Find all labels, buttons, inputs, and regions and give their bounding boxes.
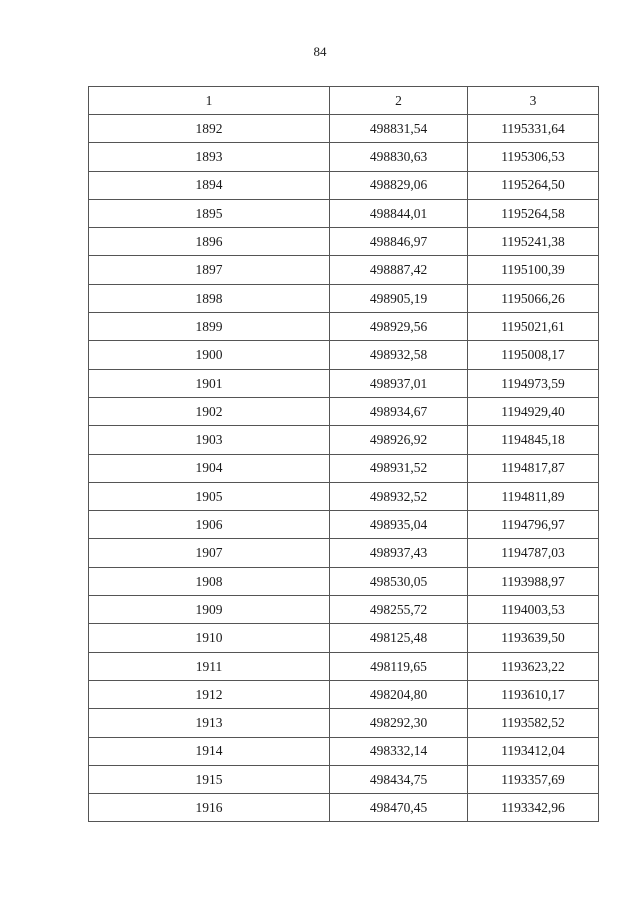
table-row — [89, 680, 599, 708]
point-number-cell: 1901 — [89, 369, 330, 397]
point-number-cell: 1911 — [89, 652, 330, 680]
point-number-cell: 1913 — [89, 709, 330, 737]
point-number-cell: 1896 — [89, 228, 330, 256]
table-row — [89, 567, 599, 595]
point-number-cell: 1916 — [89, 794, 330, 822]
x-coordinate-cell: 498844,01 — [330, 199, 468, 227]
table-row — [89, 199, 599, 227]
table-row — [89, 369, 599, 397]
y-coordinate-cell: 1195264,50 — [468, 171, 599, 199]
column-header-2: 2 — [330, 87, 468, 115]
x-coordinate-cell: 498932,52 — [330, 482, 468, 510]
y-coordinate-cell: 1195100,39 — [468, 256, 599, 284]
table-row — [89, 652, 599, 680]
y-coordinate-cell: 1195241,38 — [468, 228, 599, 256]
y-coordinate-cell: 1193582,52 — [468, 709, 599, 737]
point-number-cell: 1904 — [89, 454, 330, 482]
y-coordinate-cell: 1193342,96 — [468, 794, 599, 822]
y-coordinate-cell: 1195021,61 — [468, 313, 599, 341]
x-coordinate-cell: 498119,65 — [330, 652, 468, 680]
y-coordinate-cell: 1193988,97 — [468, 567, 599, 595]
x-coordinate-cell: 498125,48 — [330, 624, 468, 652]
point-number-cell: 1898 — [89, 284, 330, 312]
point-number-cell: 1903 — [89, 426, 330, 454]
x-coordinate-cell: 498846,97 — [330, 228, 468, 256]
x-coordinate-cell: 498932,58 — [330, 341, 468, 369]
x-coordinate-cell: 498931,52 — [330, 454, 468, 482]
y-coordinate-cell: 1193412,04 — [468, 737, 599, 765]
point-number-cell: 1908 — [89, 567, 330, 595]
point-number-cell: 1892 — [89, 115, 330, 143]
table-row — [89, 539, 599, 567]
point-number-cell: 1899 — [89, 313, 330, 341]
table-row — [89, 341, 599, 369]
point-number-cell: 1905 — [89, 482, 330, 510]
y-coordinate-cell: 1195066,26 — [468, 284, 599, 312]
point-number-cell: 1914 — [89, 737, 330, 765]
y-coordinate-cell: 1195331,64 — [468, 115, 599, 143]
point-number-cell: 1900 — [89, 341, 330, 369]
table-row — [89, 511, 599, 539]
x-coordinate-cell: 498937,01 — [330, 369, 468, 397]
x-coordinate-cell: 498887,42 — [330, 256, 468, 284]
x-coordinate-cell: 498929,56 — [330, 313, 468, 341]
table-row — [89, 284, 599, 312]
x-coordinate-cell: 498255,72 — [330, 596, 468, 624]
point-number-cell: 1910 — [89, 624, 330, 652]
table-row — [89, 228, 599, 256]
coordinates-table — [88, 86, 599, 822]
x-coordinate-cell: 498292,30 — [330, 709, 468, 737]
table-row — [89, 709, 599, 737]
table-row — [89, 426, 599, 454]
y-coordinate-cell: 1193610,17 — [468, 680, 599, 708]
column-header-1: 1 — [89, 87, 330, 115]
table-row — [89, 596, 599, 624]
y-coordinate-cell: 1194817,87 — [468, 454, 599, 482]
x-coordinate-cell: 498831,54 — [330, 115, 468, 143]
y-coordinate-cell: 1194811,89 — [468, 482, 599, 510]
y-coordinate-cell: 1195306,53 — [468, 143, 599, 171]
table-row — [89, 313, 599, 341]
x-coordinate-cell: 498332,14 — [330, 737, 468, 765]
x-coordinate-cell: 498470,45 — [330, 794, 468, 822]
x-coordinate-cell: 498935,04 — [330, 511, 468, 539]
table-row — [89, 737, 599, 765]
table-row — [89, 397, 599, 425]
table-row — [89, 115, 599, 143]
table-row — [89, 143, 599, 171]
x-coordinate-cell: 498905,19 — [330, 284, 468, 312]
y-coordinate-cell: 1194845,18 — [468, 426, 599, 454]
point-number-cell: 1909 — [89, 596, 330, 624]
y-coordinate-cell: 1193639,50 — [468, 624, 599, 652]
x-coordinate-cell: 498829,06 — [330, 171, 468, 199]
y-coordinate-cell: 1193357,69 — [468, 765, 599, 793]
point-number-cell: 1912 — [89, 680, 330, 708]
x-coordinate-cell: 498530,05 — [330, 567, 468, 595]
point-number-cell: 1894 — [89, 171, 330, 199]
point-number-cell: 1893 — [89, 143, 330, 171]
y-coordinate-cell: 1194929,40 — [468, 397, 599, 425]
point-number-cell: 1907 — [89, 539, 330, 567]
table-row — [89, 256, 599, 284]
x-coordinate-cell: 498934,67 — [330, 397, 468, 425]
y-coordinate-cell: 1193623,22 — [468, 652, 599, 680]
table-row — [89, 454, 599, 482]
y-coordinate-cell: 1194003,53 — [468, 596, 599, 624]
table-row — [89, 482, 599, 510]
page-number: 84 — [313, 44, 327, 59]
point-number-cell: 1897 — [89, 256, 330, 284]
x-coordinate-cell: 498937,43 — [330, 539, 468, 567]
point-number-cell: 1906 — [89, 511, 330, 539]
table-row — [89, 765, 599, 793]
y-coordinate-cell: 1195264,58 — [468, 199, 599, 227]
x-coordinate-cell: 498926,92 — [330, 426, 468, 454]
table-row — [89, 794, 599, 822]
column-header-3: 3 — [468, 87, 599, 115]
table-row — [89, 624, 599, 652]
y-coordinate-cell: 1194796,97 — [468, 511, 599, 539]
y-coordinate-cell: 1194973,59 — [468, 369, 599, 397]
x-coordinate-cell: 498434,75 — [330, 765, 468, 793]
y-coordinate-cell: 1195008,17 — [468, 341, 599, 369]
x-coordinate-cell: 498204,80 — [330, 680, 468, 708]
point-number-cell: 1915 — [89, 765, 330, 793]
table-header-row — [89, 87, 599, 115]
point-number-cell: 1902 — [89, 397, 330, 425]
x-coordinate-cell: 498830,63 — [330, 143, 468, 171]
y-coordinate-cell: 1194787,03 — [468, 539, 599, 567]
point-number-cell: 1895 — [89, 199, 330, 227]
table-row — [89, 171, 599, 199]
